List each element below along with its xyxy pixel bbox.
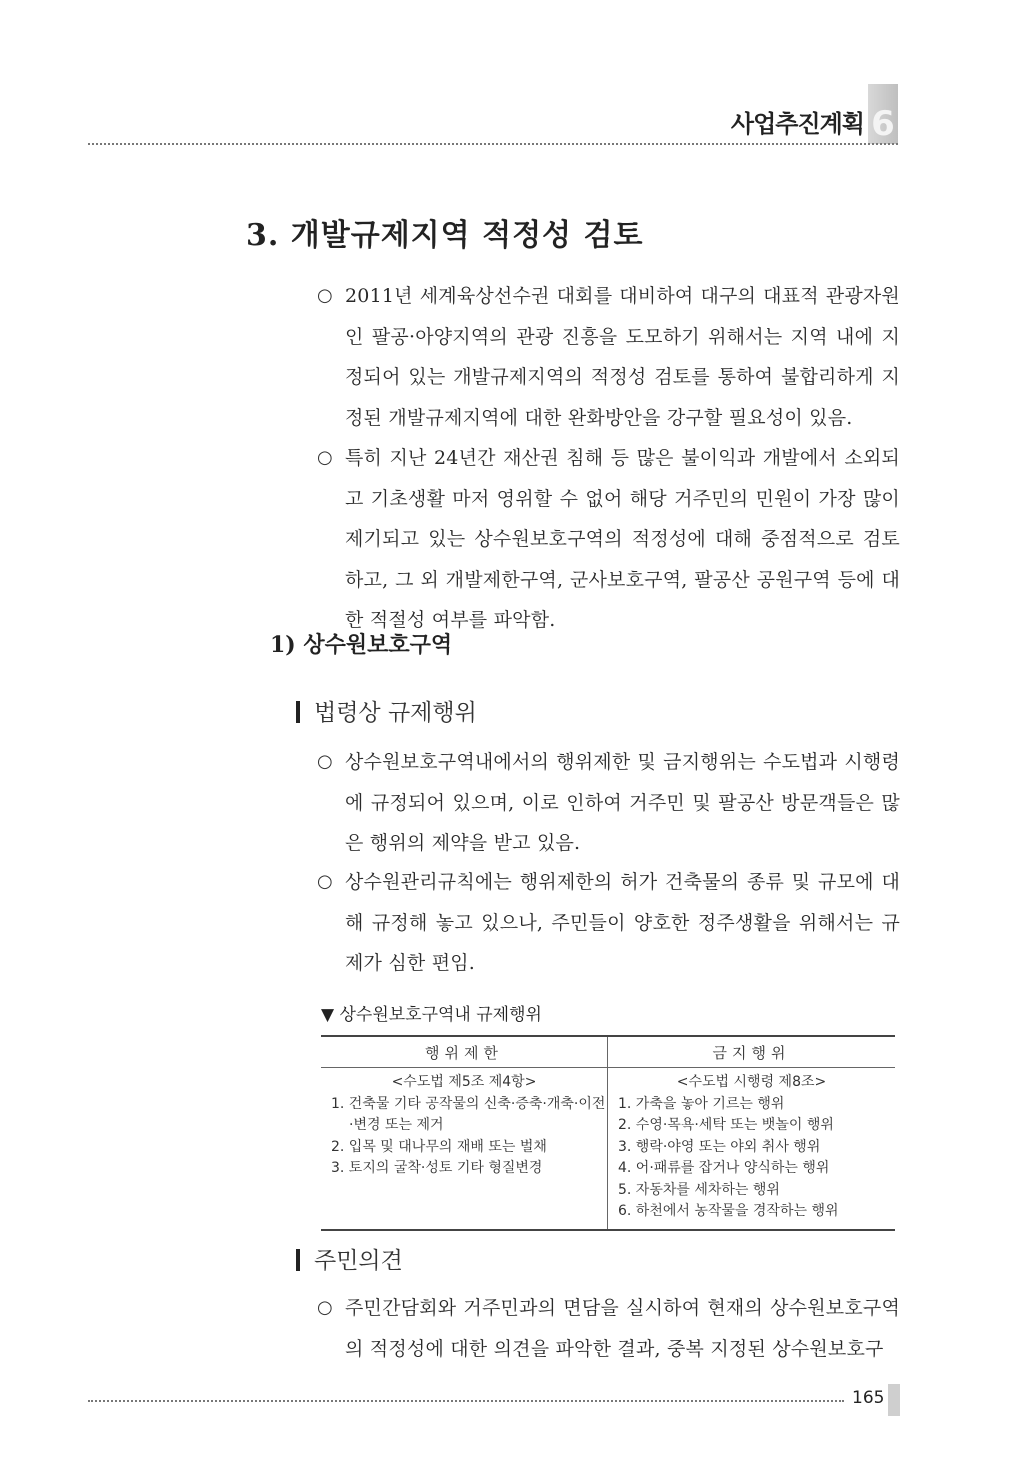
prohibition-item: 2. 수영·목욕·세탁 또는 뱃놀이 행위 xyxy=(618,1117,834,1133)
restriction-law: <수도법 제5조 제4항> xyxy=(391,1074,537,1090)
table-caption: ▼ 상수원보호구역내 규제행위 xyxy=(321,1005,542,1025)
paragraph-text: 특히 지난 24년간 재산권 침해 등 많은 불이익과 개발에서 소외되고 기초생활 마저 영위할 수 없어 해당 거주민의 민원이 가장 많이 제기되고 있는 상수원보호구역의 적정성에 대해 중점적으로 검토하고, 그 외 개발제한구역, 군사보호구역, 팔공산 공원구역 등에 대한 적절성 여부를 파악함. xyxy=(345,447,900,631)
bullet-circle-icon: ○ xyxy=(317,751,333,772)
section-title: 3. 개발규제지역 적정성 검토 xyxy=(246,218,644,253)
regulation-heading xyxy=(296,694,477,727)
paragraph-text: 2011년 세계육상선수권 대회를 대비하여 대구의 대표적 관광자원인 팔공·아양지역의 관광 진흥을 도모하기 위해서는 지역 내에 지정되어 있는 개발규제지역의 적정성 검토를 통하여 불합리하게 지정된 개발규제지역에 대한 완화방안을 강구할 필요성이 있음. xyxy=(345,285,900,429)
prohibition-cell xyxy=(608,1068,896,1230)
opinion-heading xyxy=(296,1242,403,1275)
opinion-heading-text: 주민의견 xyxy=(314,1248,403,1274)
paragraph-2 xyxy=(317,438,900,641)
table-header-restriction: 행위제한 xyxy=(321,1036,608,1068)
bullet-circle-icon: ○ xyxy=(317,1297,333,1318)
chapter-number-tab: 6 xyxy=(868,84,898,144)
paragraph-text: 상수원관리규칙에는 행위제한의 허가 건축물의 종류 및 규모에 대해 규정해 놓고 있으나, 주민들이 양호한 정주생활을 위해서는 규제가 심한 편임. xyxy=(345,871,900,974)
restriction-item: 1. 건축물 기타 공작물의 신축·증축·개축·이전·변경 또는 제거 xyxy=(331,1095,606,1133)
heading-bar-icon xyxy=(296,701,300,723)
bullet-circle-icon: ○ xyxy=(317,871,333,892)
prohibition-law: <수도법 시행령 제8조> xyxy=(676,1074,827,1090)
footer-divider xyxy=(88,1400,844,1402)
heading-bar-icon xyxy=(296,1249,300,1271)
restriction-cell xyxy=(321,1068,608,1230)
paragraph-1 xyxy=(317,276,900,438)
paragraph-4 xyxy=(317,862,900,984)
prohibition-item: 6. 하천에서 농작물을 경작하는 행위 xyxy=(618,1203,839,1219)
regulation-table xyxy=(321,1035,895,1231)
subsection-title: 1) 상수원보호구역 xyxy=(270,632,453,658)
prohibition-item: 3. 행락·야영 또는 야외 취사 행위 xyxy=(618,1138,821,1155)
paragraph-5 xyxy=(317,1288,900,1369)
page-number: 165 xyxy=(852,1388,885,1408)
prohibition-item: 5. 자동차를 세차하는 행위 xyxy=(618,1181,780,1198)
restriction-item: 3. 토지의 굴착·성토 기타 형질변경 xyxy=(331,1160,543,1176)
chapter-title: 사업추진계획 xyxy=(730,110,864,138)
table-header-prohibition: 금지행위 xyxy=(608,1036,896,1068)
prohibition-item: 1. 가축을 놓아 기르는 행위 xyxy=(618,1095,785,1112)
paragraph-3 xyxy=(317,742,900,864)
paragraph-text: 상수원보호구역내에서의 행위제한 및 금지행위는 수도법과 시행령에 규정되어 있으며, 이로 인하여 거주민 및 팔공산 방문객들은 많은 행위의 제약을 받고 있음. xyxy=(345,751,900,854)
prohibition-item: 4. 어·패류를 잡거나 양식하는 행위 xyxy=(618,1160,830,1176)
regulation-heading-text: 법령상 규제행위 xyxy=(314,700,477,726)
bullet-circle-icon: ○ xyxy=(317,447,333,468)
restriction-item: 2. 입목 및 대나무의 재배 또는 벌채 xyxy=(331,1138,547,1155)
header-divider xyxy=(88,143,898,145)
bullet-circle-icon: ○ xyxy=(317,285,333,306)
paragraph-text: 주민간담회와 거주민과의 면담을 실시하여 현재의 상수원보호구역의 적정성에 대한 의견을 파악한 결과, 중복 지정된 상수원보호구 xyxy=(345,1297,900,1360)
page-edge-tab xyxy=(888,1384,900,1416)
